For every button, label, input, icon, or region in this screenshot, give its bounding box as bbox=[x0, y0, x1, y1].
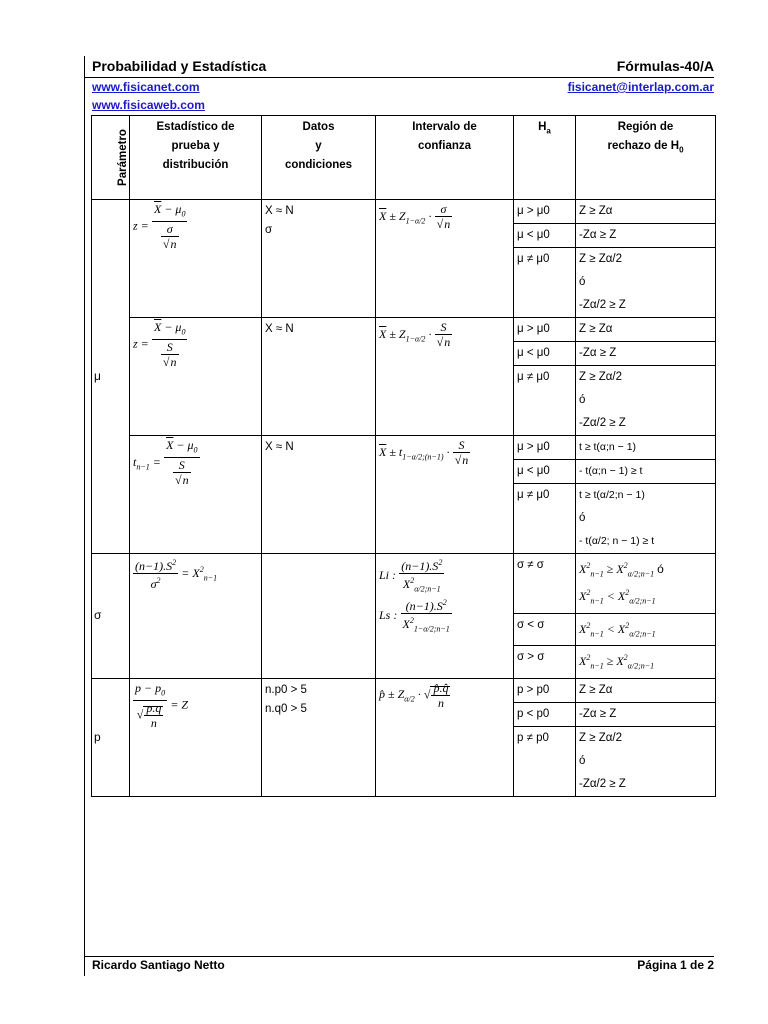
interval-chi2: Li : $\frac{(n-1).S^2}{X^2_{\alpha/2;n-1}}$ Ls : $\frac{(n-1).S^2}{X^2_{1-\alpha/2;n-1}}$ bbox=[376, 554, 514, 679]
rej-cell: t ≥ t(α/2;n − 1) bbox=[576, 484, 716, 508]
ha-cell: p > p0 bbox=[514, 678, 576, 702]
left-margin-rule bbox=[84, 56, 85, 976]
ha-cell: μ < μ0 bbox=[514, 460, 576, 484]
ha-cell: σ < σ bbox=[514, 613, 576, 645]
header-datos: Datos y condiciones bbox=[262, 116, 376, 200]
document-code: Fórmulas-40/A bbox=[616, 58, 714, 74]
footer-rule bbox=[84, 956, 714, 957]
email-link[interactable]: fisicanet@interlap.com.ar bbox=[567, 80, 714, 94]
header-estadistico: Estadístico de prueba y distribución bbox=[130, 116, 262, 200]
data-mu1: X ≈ N σ bbox=[262, 200, 376, 318]
rej-cell: - t(α/2; n − 1) ≥ t bbox=[576, 530, 716, 554]
rej-cell: Z ≥ Zα bbox=[576, 678, 716, 702]
header-parametro: Parámetro bbox=[92, 116, 130, 200]
data-mu3: X ≈ N bbox=[262, 436, 376, 554]
ha-cell: σ > σ bbox=[514, 646, 576, 678]
rej-cell: Z ≥ Zα bbox=[576, 318, 716, 342]
rej-cell: ó bbox=[576, 389, 716, 412]
formula-chi2: $\frac{(n-1).S^2}{\sigma^2}$ = $X^2_{n-1}$ bbox=[130, 554, 262, 679]
rej-cell: Z ≥ Zα/2 bbox=[576, 248, 716, 272]
page-title: Probabilidad y Estadística bbox=[92, 58, 267, 74]
rej-cell: Z ≥ Zα/2 bbox=[576, 366, 716, 390]
data-mu2: X ≈ N bbox=[262, 318, 376, 436]
rej-cell: Z ≥ Zα bbox=[576, 200, 716, 224]
rej-cell: $X^2_{n-1} \ge X^2_{\alpha/2;n-1}$ ó $X^2_{n-1} < X^2_{\alpha/2;n-1}$ bbox=[576, 554, 716, 614]
interval-z-sigma: $\overline{X} \pm Z_{1-\alpha/2}$ · $\frac{\sigma}{√n}$ bbox=[376, 200, 514, 318]
formula-prop: $p - p_0$ √ $\frac{p.q}{n}$ = Z bbox=[130, 678, 262, 796]
rej-cell: -Zα/2 ≥ Z bbox=[576, 294, 716, 318]
rej-cell: -Zα ≥ Z bbox=[576, 702, 716, 726]
header-intervalo: Intervalo de confianza bbox=[376, 116, 514, 200]
rej-cell: -Zα/2 ≥ Z bbox=[576, 773, 716, 797]
page-number: Página 1 de 2 bbox=[637, 958, 714, 972]
interval-prop: p̂ ± $Z_{\alpha/2}$ · √ $\frac{p̂.q̂}{n}$ bbox=[376, 678, 514, 796]
rej-cell: ó bbox=[576, 750, 716, 773]
ha-cell: σ ≠ σ bbox=[514, 554, 576, 614]
ha-cell: μ > μ0 bbox=[514, 318, 576, 342]
interval-z-s: $\overline{X} \pm Z_{1-\alpha/2}$ · $\frac{S}{√n}$ bbox=[376, 318, 514, 436]
interval-t: $\overline{X} \pm t_{1-\alpha/2;(n-1)}$ · $\frac{S}{√n}$ bbox=[376, 436, 514, 554]
formula-table bbox=[91, 115, 716, 797]
rej-cell: -Zα ≥ Z bbox=[576, 224, 716, 248]
ha-cell: μ > μ0 bbox=[514, 200, 576, 224]
rej-cell: -Zα ≥ Z bbox=[576, 342, 716, 366]
table-header-row bbox=[92, 116, 716, 200]
data-prop: n.p0 > 5 n.q0 > 5 bbox=[262, 678, 376, 796]
ha-cell: p ≠ p0 bbox=[514, 726, 576, 796]
ha-cell: μ ≠ μ0 bbox=[514, 366, 576, 436]
header-rule bbox=[84, 77, 714, 78]
rej-cell: ó bbox=[576, 507, 716, 530]
rej-cell: t ≥ t(α;n − 1) bbox=[576, 436, 716, 460]
data-sigma bbox=[262, 554, 376, 679]
rej-cell: Z ≥ Zα/2 bbox=[576, 726, 716, 750]
rej-cell: - t(α;n − 1) ≥ t bbox=[576, 460, 716, 484]
param-p: p bbox=[92, 678, 130, 796]
rej-cell: ó bbox=[576, 271, 716, 294]
param-mu: μ bbox=[92, 200, 130, 554]
header-region: Región de rechazo de $H_0$ bbox=[576, 116, 716, 200]
ha-cell: p < p0 bbox=[514, 702, 576, 726]
footer-author: Ricardo Santiago Netto bbox=[92, 958, 225, 972]
rej-cell: -Zα/2 ≥ Z bbox=[576, 412, 716, 436]
rej-cell: $X^2_{n-1} \ge X^2_{\alpha/2;n-1}$ bbox=[576, 646, 716, 678]
rej-cell: $X^2_{n-1} < X^2_{\alpha/2;n-1}$ bbox=[576, 613, 716, 645]
header-ha: $H_a$ bbox=[514, 116, 576, 200]
ha-cell: μ > μ0 bbox=[514, 436, 576, 460]
ha-cell: μ ≠ μ0 bbox=[514, 484, 576, 554]
param-sigma: σ bbox=[92, 554, 130, 679]
formula-t: $t_{n-1}$ = $\frac{\overline{X} - \mu_0}{\frac{S}{√n}}$ bbox=[130, 436, 262, 554]
ha-cell: μ < μ0 bbox=[514, 224, 576, 248]
formula-z-sigma: z = $\frac{\overline{X} - \mu_0}{\frac{\sigma}{√n}}$ bbox=[130, 200, 262, 318]
formula-z-s: z = $\frac{\overline{X} - \mu_0}{\frac{S}{√n}}$ bbox=[130, 318, 262, 436]
fisicaweb-link[interactable]: www.fisicaweb.com bbox=[92, 98, 205, 112]
ha-cell: μ < μ0 bbox=[514, 342, 576, 366]
ha-cell: μ ≠ μ0 bbox=[514, 248, 576, 318]
fisicanet-link[interactable]: www.fisicanet.com bbox=[92, 80, 200, 94]
